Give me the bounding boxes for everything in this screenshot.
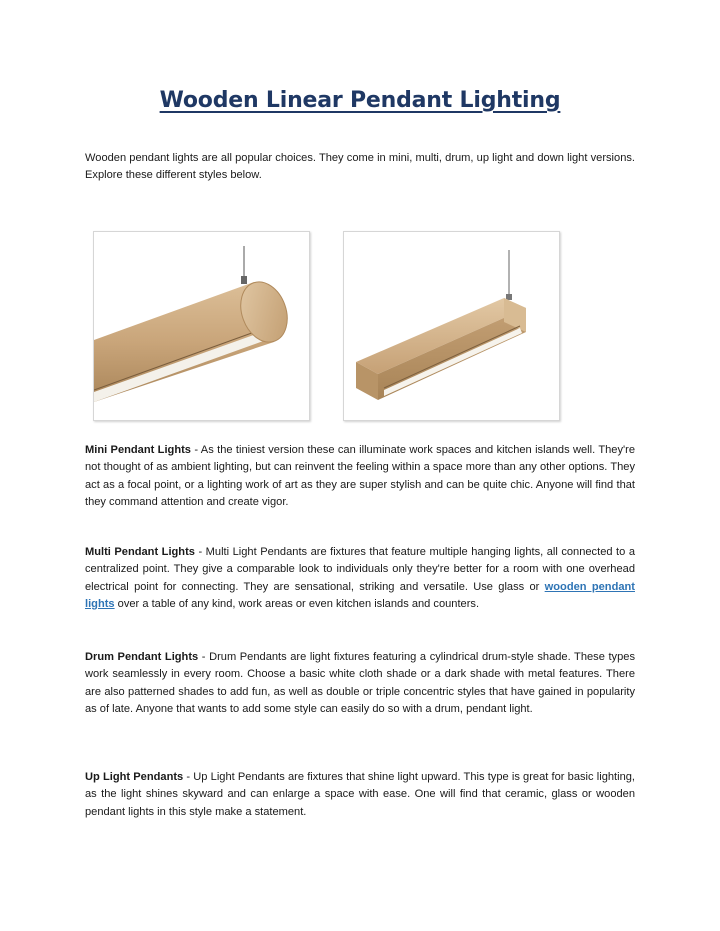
multi-pendant-heading: Multi Pendant Lights: [85, 546, 195, 558]
multi-pendant-paragraph: [85, 544, 635, 613]
mini-pendant-paragraph: [85, 442, 635, 511]
drum-pendant-heading: Drum Pendant Lights: [85, 651, 199, 663]
drum-pendant-paragraph: [85, 649, 635, 718]
up-light-pendant-body: - Up Light Pendants are fixtures that shine light upward. This type is great for basic lighting, as the light shines skyward and can enlarge a space with ease. One will find that ceramic, glass or wooden pendant lights in this style make a statement.: [85, 771, 635, 818]
up-light-pendant-heading: Up Light Pendants: [85, 771, 184, 783]
multi-pendant-body-after: over a table of any kind, work areas or even kitchen islands and counters.: [114, 597, 480, 610]
up-light-pendant-paragraph: [85, 769, 635, 821]
intro-paragraph: Wooden pendant lights are all popular choices. They come in mini, multi, drum, up light and down light versions. Explore these different styles below.: [85, 152, 635, 182]
drum-pendant-body: - Drum Pendants are light fixtures featuring a cylindrical drum-style shade. These types work seamlessly in every room. Choose a basic white cloth shade or a dark shade with metal features. There are also patterned shades to add fun, as well as double or triple concentric styles that have gained in popularity as of late. Anyone that wants to add some style can easily do so with a drum, pendant light.: [85, 651, 635, 715]
page-title: Wooden Linear Pendant Lighting: [159, 88, 561, 113]
round-wooden-pendant-image: [93, 231, 310, 421]
mini-pendant-body: - As the tiniest version these can illuminate work spaces and kitchen islands well. They're not thought of as ambient lighting, but can reinvent the feeling within a space more than any other options. They act as a focal point, or a lighting work of art as they are super stylish and can be quite chic. Anyone will find that they command attention and create vigor.: [85, 444, 635, 508]
wooden-pendant-lights-link[interactable]: wooden pendant lights: [85, 580, 635, 610]
multi-pendant-body: - Multi Light Pendants are fixtures that feature multiple hanging lights, all connected to a centralized point. They give a comparable look to individuals only they're better for a room with one overhead electrical point for connecting. They are sensational, striking and versatile. Use glass or: [85, 546, 635, 593]
square-wooden-pendant-image: [343, 231, 560, 421]
mini-pendant-heading: Mini Pendant Lights: [85, 444, 191, 456]
